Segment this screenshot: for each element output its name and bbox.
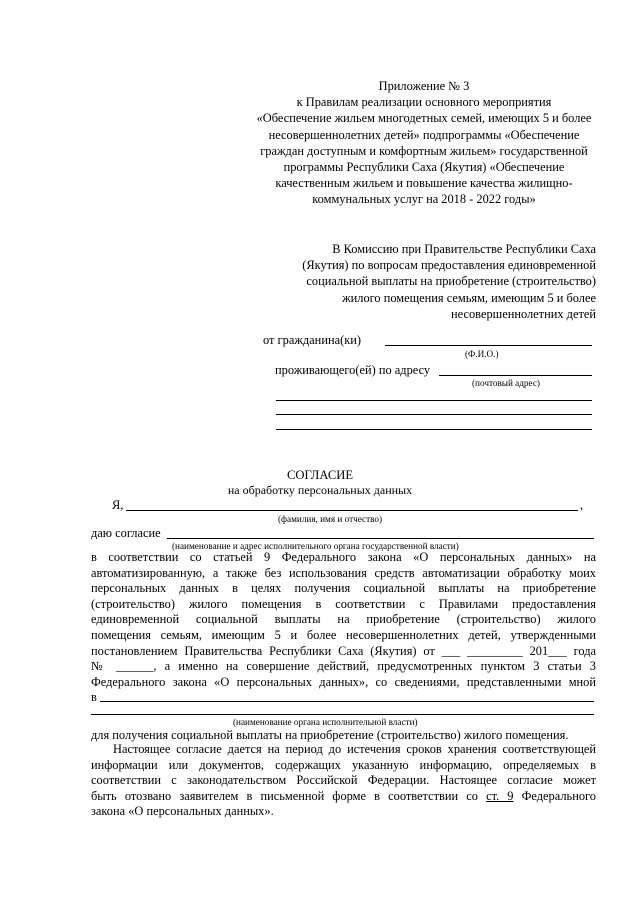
article-9-link[interactable]: ст. 9 [486,788,514,803]
appendix-line: граждан доступным и комфортным жильем» государственной [260,143,588,158]
fio-field-line[interactable] [385,345,592,346]
from-label: от гражданина(ки) [263,333,361,347]
paragraph-line: помещения семьям, имеющим 5 и более несовершеннолетних детей, утвержденными [91,627,596,642]
address-label: проживающего(ей) по адресу [275,363,431,377]
consent-paragraph-1 [91,550,596,690]
addressee-block [276,241,596,322]
address-field-line[interactable] [439,375,592,376]
info-field-line-1[interactable] [100,701,594,702]
info-field-line-2[interactable] [91,714,594,715]
address-extra-line-3[interactable] [276,429,592,430]
para2-text: быть отозвано заявителем в письменной форме в соответствии со [91,788,487,803]
ya-comma: , [580,498,584,512]
address-extra-line-1[interactable] [276,400,592,401]
appendix-line: программы Республики Саха (Якутия) «Обеспечение [283,160,565,175]
paragraph-line: соответствии с законодательством Российской Федерации. Настоящее согласие может [91,773,596,788]
addressee-line: В Комиссию при Правительстве Республики Саха [332,242,596,256]
name-field-line[interactable] [126,510,578,511]
appendix-line: Приложение № 3 [378,79,470,93]
ya-label: Я, [112,498,124,512]
appendix-line: несовершеннолетних детей» подпрограммы «Обеспечение [268,127,580,142]
addressee-line: социальной выплаты на приобретение (строительство) [306,274,596,289]
paragraph-line: информации или документов, содержащих указанную информацию, определяемых в [91,757,596,772]
paragraph-line: Настоящее согласие дается на период до истечения сроков хранения соответствующей [113,742,596,756]
paragraph-line-with-link [91,789,596,805]
appendix-line: к Правилам реализации основного мероприятия [296,95,552,110]
address-extra-line-2[interactable] [276,414,592,415]
fio-caption: (Ф.И.О.) [465,349,499,359]
addressee-line: несовершеннолетних детей [451,306,596,321]
appendix-line: «Обеспечение жильем многодетных семей, имеющих 5 и более [256,111,592,126]
consent-paragraph-2 [91,742,596,820]
consent-title: СОГЛАСИЕ [286,468,354,482]
name-caption: (фамилия, имя и отчество) [278,514,383,524]
v-label: в [91,690,97,704]
paragraph-line: № ______, а именно на совершение действий, предусмотренных пунктом 3 статьи 3 [91,659,596,674]
paragraph-line: постановлением Правительства Республики Саха (Якутия) от ___ _________ 201___ года [91,643,596,658]
addressee-line: жилого помещения семьям, имеющим 5 и более [342,290,596,305]
paragraph-line: (строительство) жилого помещения в соответствии с Правилами предоставления [91,596,596,611]
org-field-line[interactable] [167,538,594,539]
paragraph-line: Федерального закона «О персональных данных», со сведениями, представленными мной [91,674,596,689]
organ-caption: (наименование органа исполнительной власти) [233,717,418,727]
paragraph-line: персональных данных в целях получения социальной выплаты на приобретение [91,581,596,596]
consent-subtitle: на обработку персональных данных [227,483,413,497]
purpose-line: для получения социальной выплаты на приобретение (строительство) жилого помещения. [91,728,569,742]
address-caption: (почтовый адрес) [472,378,540,388]
appendix-header [236,78,612,208]
appendix-line: коммунальных услуг на 2018 - 2022 годы» [312,192,536,207]
addressee-line: (Якутия) по вопросам предоставления единовременной [302,258,596,273]
give-consent-label: даю согласие [91,526,161,540]
org-caption: (наименование и адрес исполнительного органа государственной власти) [172,541,459,551]
paragraph-line: закона «О персональных данных». [91,804,274,819]
paragraph-line: автоматизированную, а также без использования средств автоматизации обработку моих [91,565,596,580]
para2-text: Федерального [513,788,596,803]
paragraph-line: в соответствии со статьей 9 Федерального закона «О персональных данных» на [91,550,596,564]
paragraph-line: единовременной социальной выплаты на приобретение (строительство) жилого [91,612,596,627]
appendix-line: качественным жильем и повышение качества жилищно- [275,176,573,191]
